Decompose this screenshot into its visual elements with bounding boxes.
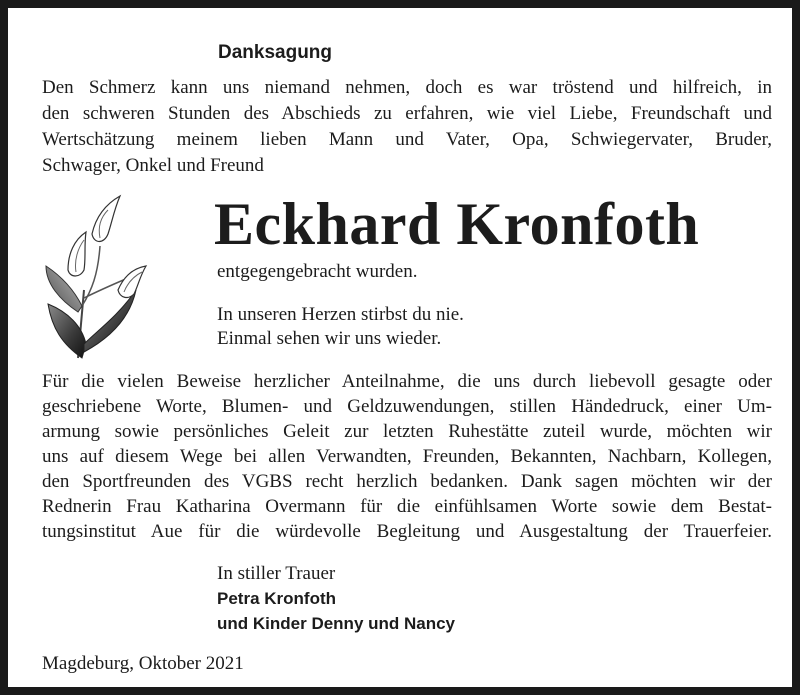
body-line: Rednerin Frau Katharina Overmann für die einfühlsamen Worte sowie dem Bestat- <box>42 496 772 517</box>
calla-lily-icon <box>38 194 148 360</box>
after-name-text: entgegengebracht wurden. <box>217 261 418 282</box>
deceased-name: Eckhard Kronfoth <box>214 191 700 257</box>
verse-line: In unseren Herzen stirbst du nie. <box>217 304 464 325</box>
intro-line: Den Schmerz kann uns niemand nehmen, doch es war tröstend und hilfreich, in <box>42 77 772 98</box>
body-line: armung sowie persönliches Geleit zur letzten Ruhestätte zuteil wurde, möchten wir <box>42 421 772 442</box>
intro-line: den schweren Stunden des Abschieds zu erfahren, wie viel Liebe, Freundschaft und <box>42 103 772 124</box>
intro-line: Schwager, Onkel und Freund <box>42 155 264 176</box>
body-line: Für die vielen Beweise herzlicher Anteilnahme, die uns durch liebevoll gesagte oder <box>42 371 772 392</box>
body-line: tungsinstitut Aue für die würdevolle Begleitung und Ausgestaltung der Trauerfeier. <box>42 521 772 542</box>
signature-preface: In stiller Trauer <box>217 563 336 584</box>
body-line: den Sportfreunden des VGBS recht herzlich bedanken. Dank sagen möchten wir der <box>42 471 772 492</box>
body-line: geschriebene Worte, Blumen- und Geldzuwendungen, stillen Händedruck, einer Um- <box>42 396 772 417</box>
signature-name: Petra Kronfoth <box>217 589 336 608</box>
heading: Danksagung <box>218 42 333 63</box>
verse-line: Einmal sehen wir uns wieder. <box>217 328 442 349</box>
body-line: uns auf diesem Wege bei allen Verwandten, Freunden, Bekannten, Nachbarn, Kollegen, <box>42 446 772 467</box>
intro-line: Wertschätzung meinem lieben Mann und Vater, Opa, Schwiegervater, Bruder, <box>42 129 772 150</box>
place-date: Magdeburg, Oktober 2021 <box>42 653 244 674</box>
signature-family: und Kinder Denny und Nancy <box>217 614 456 633</box>
